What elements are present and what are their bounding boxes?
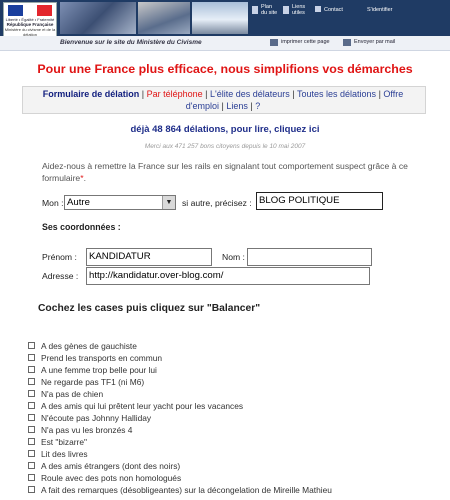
- checkbox[interactable]: [28, 450, 35, 457]
- nav-item-elite[interactable]: L'élite des délateurs: [210, 89, 290, 99]
- header-photo-portrait: [138, 2, 190, 34]
- checkbox[interactable]: [28, 474, 35, 481]
- checklist-title: Cochez les cases puis cliquez sur "Balancer": [38, 303, 261, 314]
- delation-count-link[interactable]: déjà 48 864 délations, pour lire, cliquez ici: [130, 124, 320, 135]
- checkbox[interactable]: [28, 438, 35, 445]
- autre-input[interactable]: BLOG POLITIQUE: [256, 192, 383, 210]
- contact-link[interactable]: Contact: [324, 7, 343, 13]
- thanks-text: Merci aux 471 257 bons citoyens depuis le 10 mai 2007: [144, 143, 306, 150]
- tricolor-flag-icon: [8, 5, 52, 16]
- mon-select[interactable]: Autre ▼: [64, 195, 176, 210]
- checklist-item[interactable]: Ne regarde pas TF1 (ni M6): [28, 376, 144, 387]
- required-marker: *: [80, 173, 84, 183]
- checklist-item[interactable]: Lit des livres: [28, 448, 88, 459]
- republique-logo[interactable]: [3, 2, 57, 38]
- checklist-item[interactable]: N'écoute pas Johnny Halliday: [28, 412, 151, 423]
- welcome-text: Bienvenue sur le site du Ministère du Civisme: [60, 39, 202, 46]
- intro-text: Aidez-nous à remettre la France sur les rails en signalant tout comportement suspect grâce à ce formulaire*.: [42, 161, 408, 183]
- adresse-label: Adresse :: [42, 271, 79, 281]
- checklist-item[interactable]: A une femme trop belle pour lui: [28, 364, 157, 375]
- chevron-down-icon[interactable]: ▼: [162, 196, 175, 209]
- mon-label: Mon :: [42, 198, 64, 208]
- liens-icon: [283, 6, 289, 14]
- nav-item-offre[interactable]: Offre: [383, 89, 404, 99]
- contact-icon: [315, 6, 321, 12]
- checkbox[interactable]: [28, 414, 35, 421]
- logo-motto: Liberté • Égalité • Fraternité: [5, 17, 55, 22]
- checkbox[interactable]: [28, 342, 35, 349]
- checklist-item[interactable]: A des gènes de gauchiste: [28, 340, 137, 351]
- nav-item-formulaire[interactable]: Formulaire de délation: [42, 89, 140, 99]
- checkbox[interactable]: [28, 402, 35, 409]
- prenom-label: Prénom :: [42, 252, 77, 262]
- printer-icon[interactable]: [270, 39, 278, 46]
- prenom-input[interactable]: KANDIDATUR: [86, 248, 212, 266]
- checkbox[interactable]: [28, 390, 35, 397]
- header-photo-yacht: [192, 2, 248, 34]
- nav-item-help[interactable]: ?: [255, 101, 261, 111]
- nav-item-telephone[interactable]: Par téléphone: [146, 89, 203, 99]
- liens-utiles-link[interactable]: Liens utiles: [292, 4, 306, 16]
- checklist-item[interactable]: Roule avec des pots non homologués: [28, 472, 181, 483]
- print-page-link[interactable]: imprimer cette page: [281, 39, 330, 45]
- nav-item-toutes[interactable]: Toutes les délations: [297, 89, 377, 99]
- checkbox[interactable]: [28, 486, 35, 493]
- nom-label: Nom :: [222, 252, 245, 262]
- logo-republique: République Française: [6, 22, 54, 27]
- autre-label: si autre, précisez :: [182, 198, 252, 208]
- checkbox[interactable]: [28, 366, 35, 373]
- identifier-link[interactable]: S'identifier: [367, 7, 393, 13]
- checkbox[interactable]: [28, 426, 35, 433]
- page-title: Pour une France plus efficace, nous simplifions vos démarches: [37, 62, 413, 76]
- plan-icon: [252, 6, 258, 14]
- checklist-item[interactable]: N'a pas de chien: [28, 388, 103, 399]
- checklist-item[interactable]: A des amis qui lui prêtent leur yacht pour les vacances: [28, 400, 243, 411]
- nom-input[interactable]: [247, 248, 372, 266]
- mail-icon[interactable]: [343, 39, 351, 46]
- checkbox[interactable]: [28, 462, 35, 469]
- checkbox[interactable]: [28, 378, 35, 385]
- adresse-input[interactable]: http://kandidatur.over-blog.com/: [86, 267, 370, 285]
- nav-item-liens[interactable]: Liens: [226, 101, 248, 111]
- nav-menu: Formulaire de délation | Par téléphone | L'élite des délateurs | Toutes les délations | Offre d'emploi | Liens | ?: [42, 89, 404, 111]
- logo-ministere: Ministère du civisme et de la délation: [4, 27, 56, 37]
- send-mail-link[interactable]: Envoyer par mail: [354, 39, 396, 45]
- nav-item-emploi[interactable]: d'emploi: [185, 101, 219, 111]
- coordonnees-title: Ses coordonnées :: [42, 222, 121, 232]
- header-photo-crowd: [60, 2, 136, 34]
- checklist-item[interactable]: A fait des remarques (désobligeantes) sur la décongelation de Mireille Mathieu: [28, 484, 332, 495]
- checklist-item[interactable]: A des amis étrangers (dont des noirs): [28, 460, 180, 471]
- plan-du-site-link[interactable]: Plan du site: [261, 4, 278, 16]
- checklist-item[interactable]: Prend les transports en commun: [28, 352, 162, 363]
- checklist-item[interactable]: N'a pas vu les bronzés 4: [28, 424, 132, 435]
- checkbox[interactable]: [28, 354, 35, 361]
- checklist-item[interactable]: Est "bizarre": [28, 436, 87, 447]
